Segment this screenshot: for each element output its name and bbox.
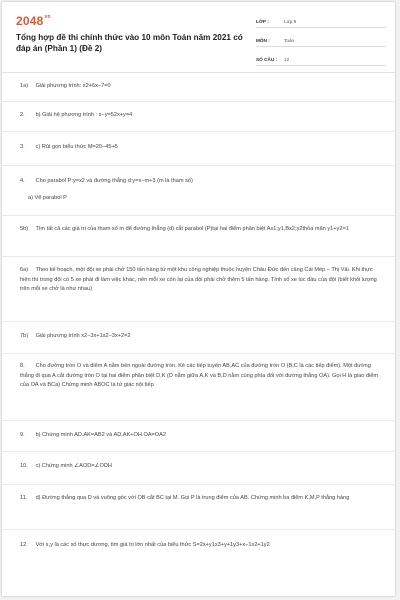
question-separator <box>2 451 395 452</box>
question-separator <box>2 165 395 166</box>
question-subpart: a) Vẽ parabol P <box>28 194 67 201</box>
question-item <box>20 541 380 551</box>
question-number: 6a) <box>20 267 29 273</box>
meta-value: Lớp 9 <box>284 18 297 24</box>
question-item <box>20 177 380 203</box>
question-item <box>20 111 380 121</box>
meta-label: MÔN : <box>256 37 270 43</box>
question-number: 10. <box>20 463 28 469</box>
question-text: c) Rút gọn biểu thức M=20−45+5 <box>35 144 118 150</box>
question-text: Theo kế hoạch, một đội xe phải chở 150 tấn hàng từ một khu công nghiệp thuộc huyện Châu Đức đến cảng Cái Mép – Thị Vải. Khi thực hiện thì trong đội có 5 xe phải đi làm việc khác, nên mỗi xe còn lại của đội phải chở thêm 5 tấn hàng. Tính số xe lúc đầu của đội (biết khối lượng trên mỗi xe chở là như nhau) <box>20 267 377 293</box>
question-text: b) Giải hệ phương trình : x−y=52x+y=4 <box>35 112 133 118</box>
question-text: Cho đường tròn O và điểm A nằm bên ngoài đường tròn. Kẻ các tiếp tuyến AB,AC của đường tròn O (B,C là các tiếp điểm). Một đường thẳng đi qua A cắt đường tròn O tại hai điểm phân biệt D,K (D nằm giữa A,K và B,D nằm cùng phía đối với đường thẳng OA). Gọi H là giao điểm của OA và BCa) Chứng minh ABOC là tứ giác nội tiếp <box>20 363 379 389</box>
question-number: 8. <box>20 363 25 369</box>
question-item <box>20 266 380 295</box>
logo-suffix: vn <box>44 14 51 20</box>
question-number: 5b) <box>20 226 29 232</box>
question-text: b) Chứng minh AD.AK=AB2 và AD.AK+OH.OA=OA2 <box>35 432 167 438</box>
question-separator <box>2 256 395 257</box>
question-item <box>20 332 380 342</box>
question-item <box>20 362 380 391</box>
question-number: 4. <box>20 178 25 184</box>
meta-subject <box>256 34 386 47</box>
question-text: c) Chứng minh ∠AOD=∠ODH <box>35 463 112 469</box>
question-item <box>20 82 380 92</box>
meta-question-count <box>256 53 386 66</box>
meta-value: Toán <box>284 37 295 43</box>
meta-label: SỐ CÂU : <box>256 56 278 62</box>
question-number: 9. <box>20 432 25 438</box>
question-separator <box>2 420 395 421</box>
question-item <box>20 462 380 472</box>
question-separator <box>2 321 395 322</box>
question-item <box>20 143 380 153</box>
meta-value: 12 <box>284 56 290 62</box>
question-number: 7b) <box>20 333 29 339</box>
document-meta <box>256 15 386 72</box>
site-logo[interactable]: $2048^{vn}$ <box>16 14 51 28</box>
question-separator <box>2 131 395 132</box>
question-item <box>20 494 380 504</box>
question-text: Giải phương trình: x2+6x−7=0 <box>35 83 111 89</box>
question-item <box>20 431 380 441</box>
question-text: Với x,y là các số thực dương, tìm giá trị lớn nhất của biểu thức S=2x+y1x3+y+1y3+x−1x2+1y2 <box>35 542 270 548</box>
document-header <box>2 2 395 68</box>
document-title: Tổng hợp đề thi chính thức vào 10 môn Toán năm 2021 có đáp án (Phần 1) (Đề 2) <box>16 33 243 53</box>
question-number: 12. <box>20 542 28 548</box>
question-number: 1a) <box>20 83 29 89</box>
question-separator <box>2 101 395 102</box>
question-text: Cho parabol P:y=x2 và đường thẳng d:y=x−m+3 (m là tham số) <box>35 178 193 184</box>
question-text: d) Đường thẳng qua D và vuông góc với OB cắt BC tại M. Gọi P là trung điểm của AB. Chứng minh ba điểm K,M,P thẳng hàng <box>35 495 350 501</box>
question-number: 11. <box>20 495 28 501</box>
question-separator <box>2 353 395 354</box>
question-text: Giải phương trình x2−3x+1x2−3x+2=2 <box>35 333 131 339</box>
question-number: 2. <box>20 112 25 118</box>
question-number: 3. <box>20 144 25 150</box>
document-page <box>2 2 395 596</box>
question-separator <box>2 215 395 216</box>
question-text: Tìm tất cả các giá trị của tham số m để đường thẳng (d) cắt parabol (P)tại hai điểm phân biệt Ax1;y1,Bx2;y2thỏa mãn y1+y2=1 <box>35 226 349 232</box>
meta-class <box>256 15 386 28</box>
question-item <box>20 225 380 235</box>
question-separator <box>2 529 395 530</box>
header-divider <box>2 72 395 73</box>
question-separator <box>2 484 395 485</box>
meta-label: LỚP : <box>256 18 269 24</box>
